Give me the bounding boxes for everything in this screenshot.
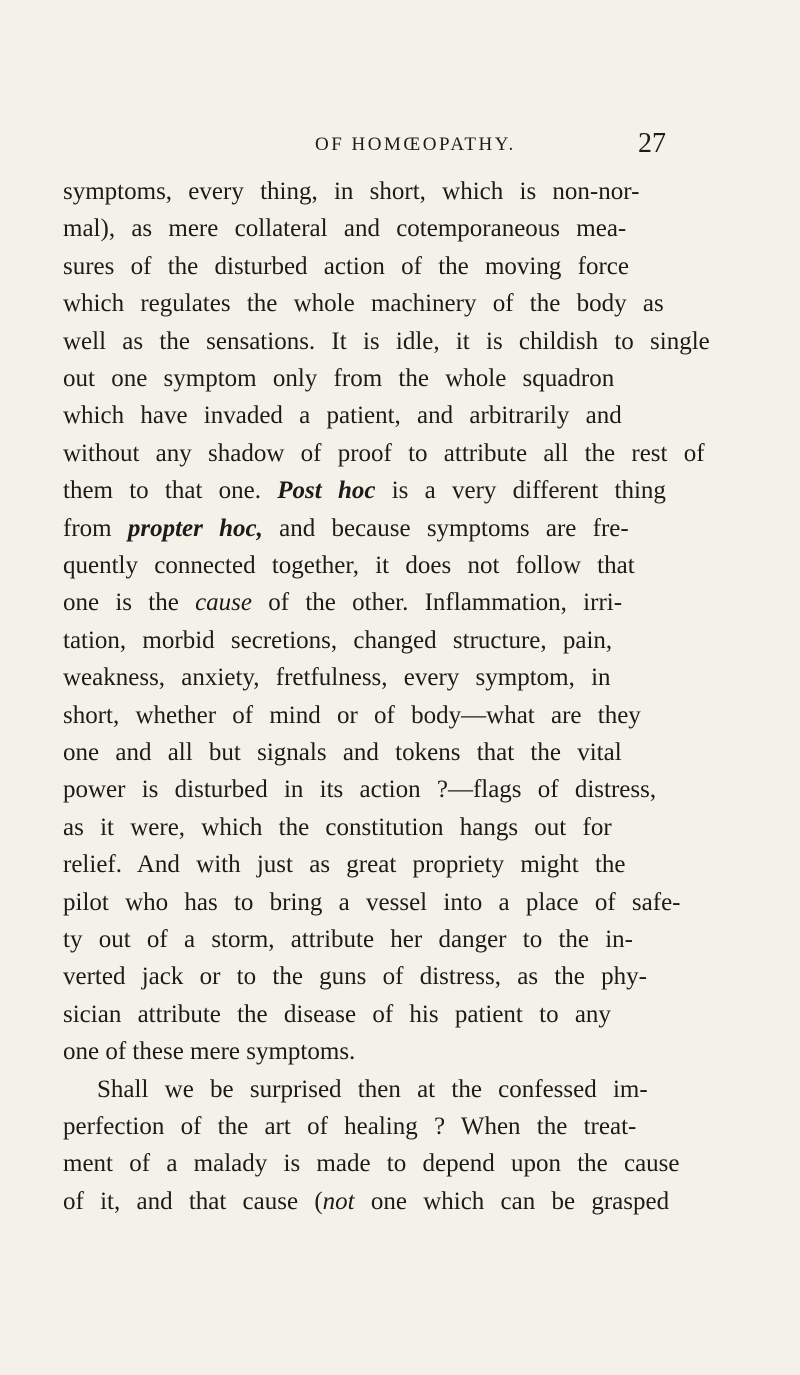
text-line xyxy=(63,250,629,284)
text-run: sician attribute the disease of his patient to any xyxy=(63,1000,611,1028)
text-line xyxy=(63,998,611,1032)
text-line xyxy=(63,437,705,471)
text-run: Shall we be surprised then at the confessed im- xyxy=(97,1075,648,1103)
text-run: which regulates the whole machinery of the body as xyxy=(63,290,664,318)
text-line xyxy=(63,773,656,807)
text-run: of it, and that cause ( xyxy=(63,1187,323,1215)
text-run: verted jack or to the guns of distress, as the phy- xyxy=(63,963,647,991)
text-run: from xyxy=(63,514,128,542)
text-run: out one symptom only from the whole squadron xyxy=(63,365,615,392)
text-run: weakness, anxiety, fretfulness, every symptom, in xyxy=(63,664,611,692)
text-run: one is the xyxy=(63,589,196,617)
running-head-title: OF HOMŒOPATHY. xyxy=(315,134,516,155)
text-line xyxy=(63,848,626,882)
text-line xyxy=(63,212,626,246)
text-line xyxy=(63,886,681,920)
text-run: of the other. Inflammation, irri- xyxy=(252,589,623,617)
text-run: ment of a malady is made to depend upon the cause xyxy=(63,1150,680,1178)
text-line xyxy=(63,1110,636,1144)
running-head xyxy=(0,128,800,164)
text-line xyxy=(63,661,611,695)
text-line xyxy=(63,287,664,321)
text-run: one which can be grasped xyxy=(354,1187,670,1215)
text-run: without any shadow of proof to attribute all the rest of xyxy=(63,439,705,467)
text-line xyxy=(63,1147,680,1181)
text-line xyxy=(63,1185,669,1219)
text-line xyxy=(63,549,635,583)
text-run: short, whether of mind or of body—what are they xyxy=(63,701,641,729)
text-line xyxy=(63,624,612,658)
emphasis-text: cause xyxy=(195,589,252,617)
text-line xyxy=(63,399,622,433)
text-line xyxy=(63,960,647,994)
text-run: tation, morbid secretions, changed structure, pain, xyxy=(63,626,613,654)
text-run: quently connected together, it does not follow that xyxy=(63,552,635,579)
emphasis-text: not xyxy=(322,1187,355,1215)
text-run: relief. And with just as great propriety might the xyxy=(63,851,626,879)
text-line xyxy=(63,736,622,770)
text-line xyxy=(63,699,641,733)
text-run: symptoms, every thing, in short, which is non-nor- xyxy=(63,178,640,205)
text-run: well as the sensations. It is idle, it is childish to single xyxy=(63,327,710,355)
text-line xyxy=(63,175,639,209)
text-line xyxy=(63,811,612,845)
text-line xyxy=(63,1035,355,1069)
text-run: pilot who has to bring a vessel into a place of safe- xyxy=(63,888,681,916)
text-run: perfection of the art of healing ? When the treat- xyxy=(63,1113,637,1140)
page-number: 27 xyxy=(638,128,666,159)
text-run: one of these mere symptoms. xyxy=(63,1038,356,1066)
text-run: one and all but signals and tokens that the vital xyxy=(63,739,622,766)
text-line xyxy=(63,325,710,359)
text-run: which have invaded a patient, and arbitrarily and xyxy=(63,402,622,430)
text-line xyxy=(63,362,614,396)
emphasis-text: propter hoc, xyxy=(127,514,263,542)
text-run: sures of the disturbed action of the moving force xyxy=(63,252,629,280)
text-line xyxy=(63,512,629,546)
text-run: them to that one. xyxy=(63,477,278,505)
text-run: is a very different thing xyxy=(375,477,666,505)
text-line xyxy=(97,1073,648,1107)
text-run: power is disturbed in its action ?—flags of distress, xyxy=(63,776,657,804)
emphasis-text: Post hoc xyxy=(277,477,376,505)
text-line xyxy=(63,586,622,620)
text-run: mal), as mere collateral and cotemporaneous mea- xyxy=(63,215,627,243)
text-line xyxy=(63,923,633,957)
text-run: as it were, which the constitution hangs out for xyxy=(63,813,612,841)
text-run: and because symptoms are fre- xyxy=(262,514,629,542)
text-run: ty out of a storm, attribute her danger to the in- xyxy=(63,926,634,953)
text-line xyxy=(63,474,666,508)
